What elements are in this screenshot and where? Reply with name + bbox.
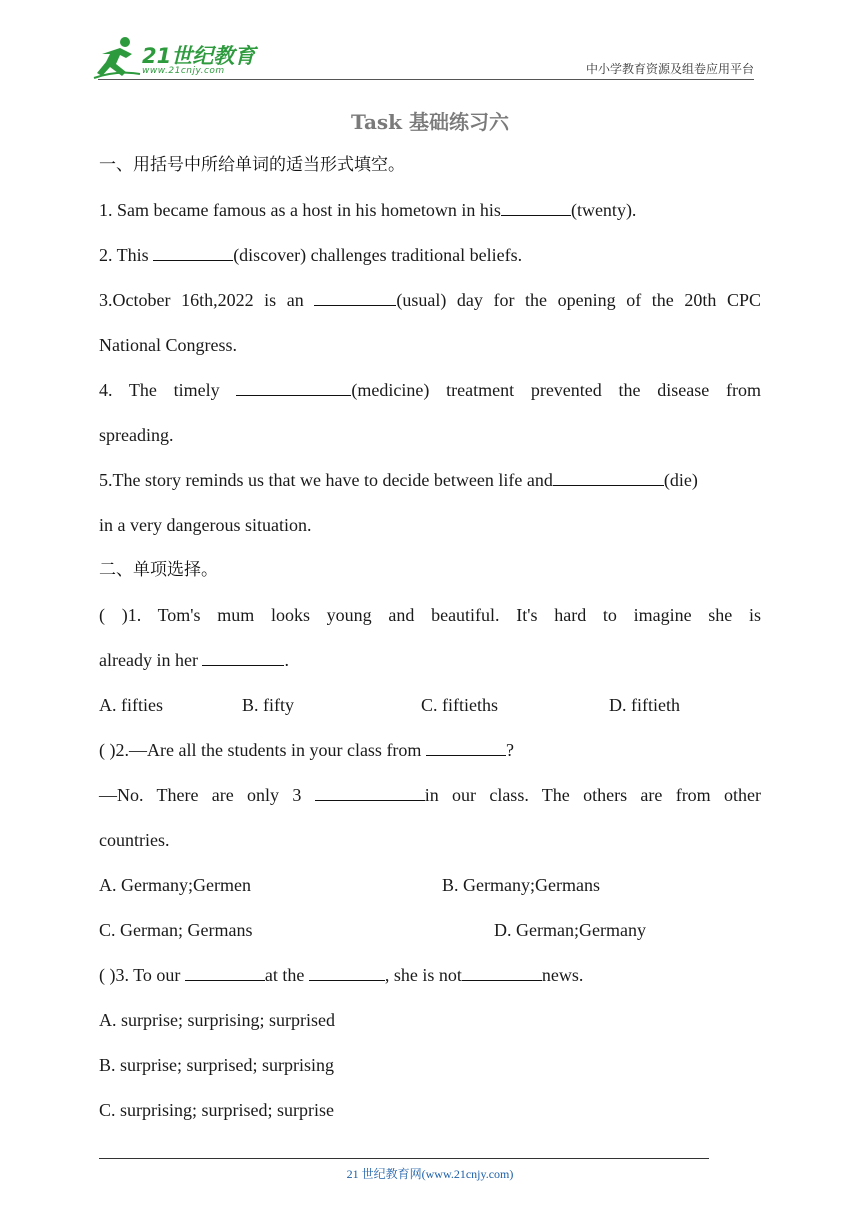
mc-question-3-option-c[interactable]: C. surprising; surprised; surprise <box>99 1100 334 1120</box>
footer-link[interactable]: 21 世纪教育网(www.21cnjy.com) <box>346 1167 514 1181</box>
answer-blank[interactable] <box>185 966 265 981</box>
header-divider <box>98 79 754 80</box>
header-platform-text: 中小学教育资源及组卷应用平台 <box>585 62 754 76</box>
section-heading-fill-in: 一、用括号中所给单词的适当形式填空。 <box>99 155 405 175</box>
question-4-continued: spreading. <box>99 425 174 445</box>
worksheet-body <box>99 143 761 1133</box>
mc-question-2-continued-2: countries. <box>99 830 170 850</box>
option-a[interactable]: A. Germany;Germen <box>99 875 251 895</box>
mc-question-2: ( )2.—Are all the students in your class from ? <box>99 740 514 760</box>
option-d[interactable]: D. fiftieth <box>609 695 680 715</box>
answer-blank[interactable] <box>202 651 284 666</box>
question-5-continued: in a very dangerous situation. <box>99 515 312 535</box>
logo-text: 21世纪教育 <box>142 44 256 68</box>
question-3-continued: National Congress. <box>99 335 237 355</box>
mc-question-2-continued: —No. There are only 3 in our class. The others are from other <box>99 785 761 805</box>
answer-blank[interactable] <box>553 471 664 486</box>
answer-blank[interactable] <box>309 966 385 981</box>
question-1: 1. Sam became famous as a host in his hometown in his (twenty). <box>99 200 637 220</box>
mc-question-3: ( )3. To our at the , she is not news. <box>99 965 584 985</box>
answer-blank[interactable] <box>153 246 233 261</box>
mc-question-1-continued: already in her . <box>99 650 289 670</box>
question-4: 4. The timely (medicine) treatment prevented the disease from <box>99 380 761 400</box>
option-c[interactable]: C. German; Germans <box>99 920 253 940</box>
runner-logo-icon <box>92 34 142 80</box>
page-header <box>0 0 860 90</box>
page-title: Task 基础练习六 <box>350 110 509 134</box>
logo <box>92 34 262 80</box>
option-b[interactable]: B. Germany;Germans <box>442 875 600 895</box>
logo-url: www.21cnjy.com <box>142 66 225 76</box>
question-2: 2. This (discover) challenges traditional beliefs. <box>99 245 523 265</box>
answer-blank[interactable] <box>315 786 425 801</box>
option-c[interactable]: C. fiftieths <box>421 695 498 715</box>
mc-question-2-options-row1 <box>99 863 761 908</box>
answer-blank[interactable] <box>314 291 396 306</box>
question-5: 5.The story reminds us that we have to decide between life and (die) <box>99 470 698 490</box>
answer-blank[interactable] <box>462 966 542 981</box>
option-b[interactable]: B. fifty <box>242 695 294 715</box>
mc-question-1-options <box>99 683 761 728</box>
answer-blank[interactable] <box>501 201 571 216</box>
mc-question-3-option-a[interactable]: A. surprise; surprising; surprised <box>99 1010 335 1030</box>
question-3: 3.October 16th,2022 is an (usual) day for the opening of the 20th CPC <box>99 290 761 310</box>
footer-divider <box>99 1158 709 1159</box>
answer-blank[interactable] <box>426 741 506 756</box>
section-heading-multiple-choice: 二、单项选择。 <box>99 560 218 580</box>
mc-question-1: ( )1. Tom's mum looks young and beautiful. It's hard to imagine she is <box>99 605 761 625</box>
option-a[interactable]: A. fifties <box>99 695 163 715</box>
mc-question-3-option-b[interactable]: B. surprise; surprised; surprising <box>99 1055 334 1075</box>
mc-question-2-options-row2 <box>99 908 761 953</box>
answer-blank[interactable] <box>236 381 351 396</box>
option-d[interactable]: D. German;Germany <box>494 920 646 940</box>
